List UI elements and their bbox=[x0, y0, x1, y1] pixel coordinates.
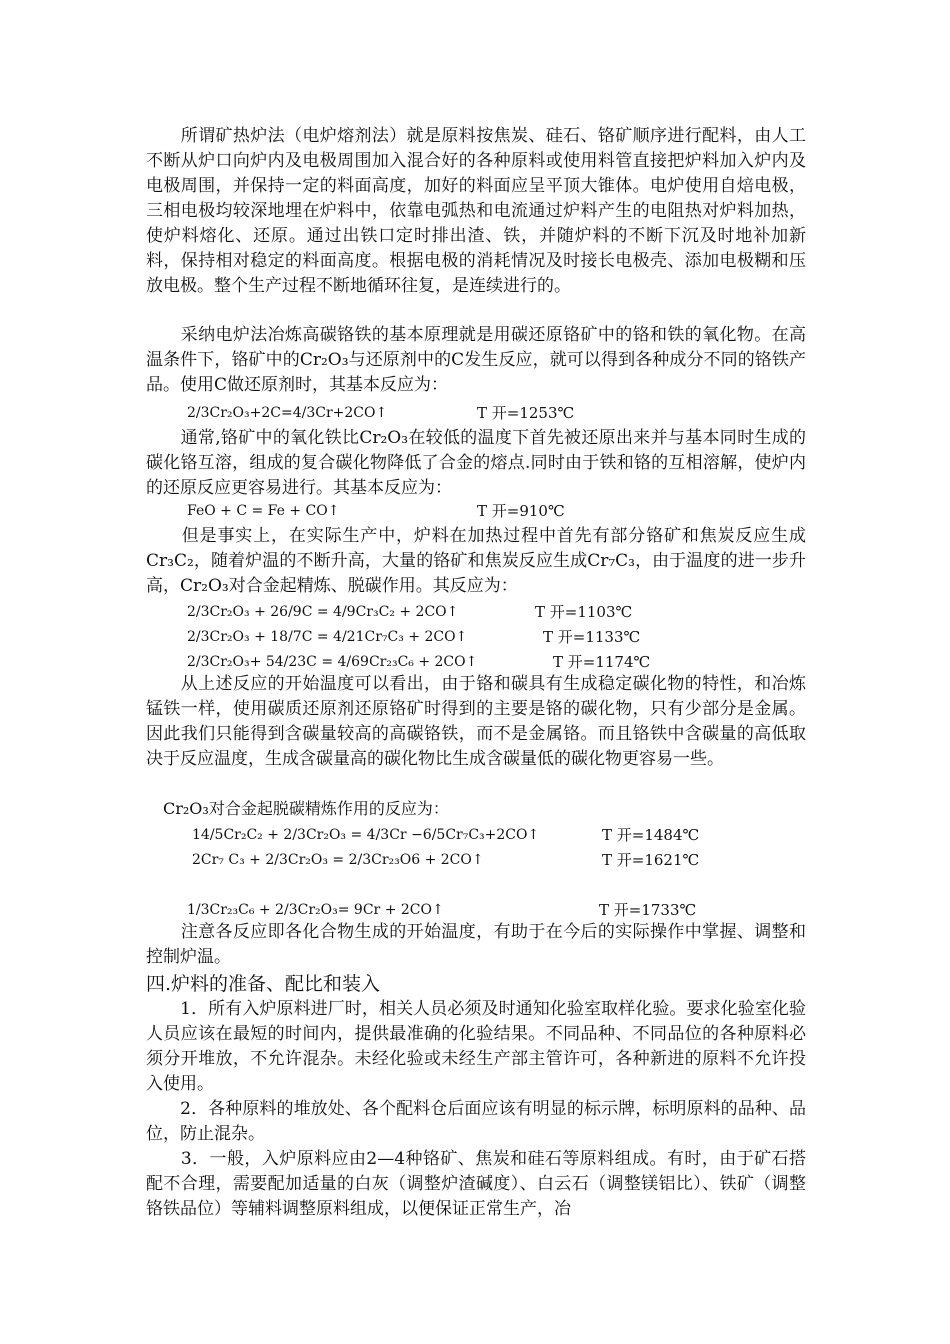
equation-temperature: T 开=1733℃ bbox=[599, 901, 697, 919]
equation-temperature: T 开=910℃ bbox=[477, 502, 565, 520]
equation-formula: 2/3Cr₂O₃ + 26/9C = 4/9Cr₃C₂ + 2CO↑ bbox=[187, 604, 459, 620]
equation-temperature: T 开=1621℃ bbox=[602, 851, 700, 869]
paragraph-actual-production: 但是事实上，在实际生产中，炉料在加热过程中首先有部分铬矿和焦炭反应生成Cr₃C₂，随着炉温的不断升高，大量的铬矿和焦炭反应生成Cr₇C₃，由于温度的进一步升高，Cr₂O₃对合金起精炼、脱碳作用。其反应为： bbox=[146, 526, 806, 596]
paragraph-basic-principle: 采纳电炉法冶炼高碳铬铁的基本原理就是用碳还原铬矿中的铬和铁的氧化物。在高温条件下，铬矿中的Cr₂O₃与还原剂中的C发生反应，就可以得到各种成分不同的铬铁产品。使用C做还原剂时，其基本反应为： bbox=[146, 325, 806, 395]
paragraph-reaction-temperature: 从上述反应的开始温度可以看出，由于铬和碳具有生成稳定碳化物的特性，和冶炼锰铁一样，使用碳质还原剂还原铬矿时得到的主要是铬的碳化物，只有少部分是金属。因此我们只能得到含碳量较高的高碳铬铁，而不是金属铬。而且铬铁中含碳量的高低取决于反应温度，生成含碳量高的碳化物比生成含碳量低的碳化物更容易一些。 bbox=[146, 674, 806, 769]
paragraph-note-temperature: 注意各反应即各化合物生成的开始温度，有助于在今后的实际操作中掌握、调整和控制炉温。 bbox=[146, 922, 806, 967]
paragraph-iron-oxide: 通常,铬矿中的氧化铁比Cr₂O₃在较低的温度下首先被还原出来并与基本同时生成的碳化铬互溶，组成的复合碳化物降低了合金的熔点.同时由于铁和铬的互相溶解，使炉内的还原反应更容易进行。其基本反应为： bbox=[146, 428, 806, 498]
section-heading: 四.炉料的准备、配比和装入 bbox=[146, 973, 381, 995]
decarburization-intro: Cr₂O₃对合金起脱碳精炼作用的反应为： bbox=[163, 799, 449, 818]
paragraph-item-2: 2．各种原料的堆放处、各个配料仓后面应该有明显的标示牌，标明原料的品种、品位，防止混杂。 bbox=[146, 1099, 806, 1144]
equation-temperature: T 开=1484℃ bbox=[602, 826, 700, 844]
equation-temperature: T 开=1103℃ bbox=[535, 603, 633, 621]
equation-formula: 2/3Cr₂O₃+2C=4/3Cr+2CO↑ bbox=[187, 405, 388, 421]
equation-formula: 1/3Cr₂₃C₆ + 2/3Cr₂O₃= 9Cr + 2CO↑ bbox=[187, 902, 444, 918]
equation-formula: 2/3Cr₂O₃+ 54/23C = 4/69Cr₂₃C₆ + 2CO↑ bbox=[187, 654, 478, 670]
equation-formula: 14/5Cr₂C₂ + 2/3Cr₂O₃ = 4/3Cr −6/5Cr₇C₃+2CO↑ bbox=[192, 827, 540, 843]
paragraph-item-3: 3．一般，入炉原料应由2—4种铬矿、焦炭和硅石等原料组成。有时，由于矿石搭配不合理，需要配加适量的白灰（调整炉渣碱度）、白云石（调整镁铝比）、铁矿（调整铬铁品位）等辅料调整原料组成，以便保证正常生产，冶 bbox=[146, 1149, 806, 1219]
equation-formula: FeO + C = Fe + CO↑ bbox=[187, 503, 340, 519]
equation-temperature: T 开=1253℃ bbox=[477, 404, 575, 422]
equation-temperature: T 开=1133℃ bbox=[543, 628, 641, 646]
paragraph-ore-furnace-method: 所谓矿热炉法（电炉熔剂法）就是原料按焦炭、硅石、铬矿顺序进行配料，由人工不断从炉口向炉内及电极周围加入混合好的各种原料或使用料管直接把炉料加入炉内及电极周围，并保持一定的料面高度，加好的料面应呈平顶大锥体。电炉使用自焙电极，三相电极均较深地埋在炉料中，依靠电弧热和电流通过炉料产生的电阻热对炉料加热，使炉料熔化、还原。通过出铁口定时排出渣、铁，并随炉料的不断下沉及时地补加新料，保持相对稳定的料面高度。根据电极的消耗情况及时接长电极壳、添加电极糊和压放电极。整个生产过程不断地循环往复，是连续进行的。 bbox=[146, 126, 806, 296]
paragraph-item-1: 1．所有入炉原料进厂时，相关人员必须及时通知化验室取样化验。要求化验室化验人员应该在最短的时间内，提供最准确的化验结果。不同品种、不同品位的各种原料必须分开堆放，不允许混杂。未经化验或未经生产部主管许可，各种新进的原料不允许投入使用。 bbox=[146, 999, 806, 1094]
equation-formula: 2/3Cr₂O₃ + 18/7C = 4/21Cr₇C₃ + 2CO↑ bbox=[187, 629, 468, 645]
equation-formula: 2Cr₇ C₃ + 2/3Cr₂O₃ = 2/3Cr₂₃O6 + 2CO↑ bbox=[192, 852, 484, 868]
equation-temperature: T 开=1174℃ bbox=[553, 653, 651, 671]
